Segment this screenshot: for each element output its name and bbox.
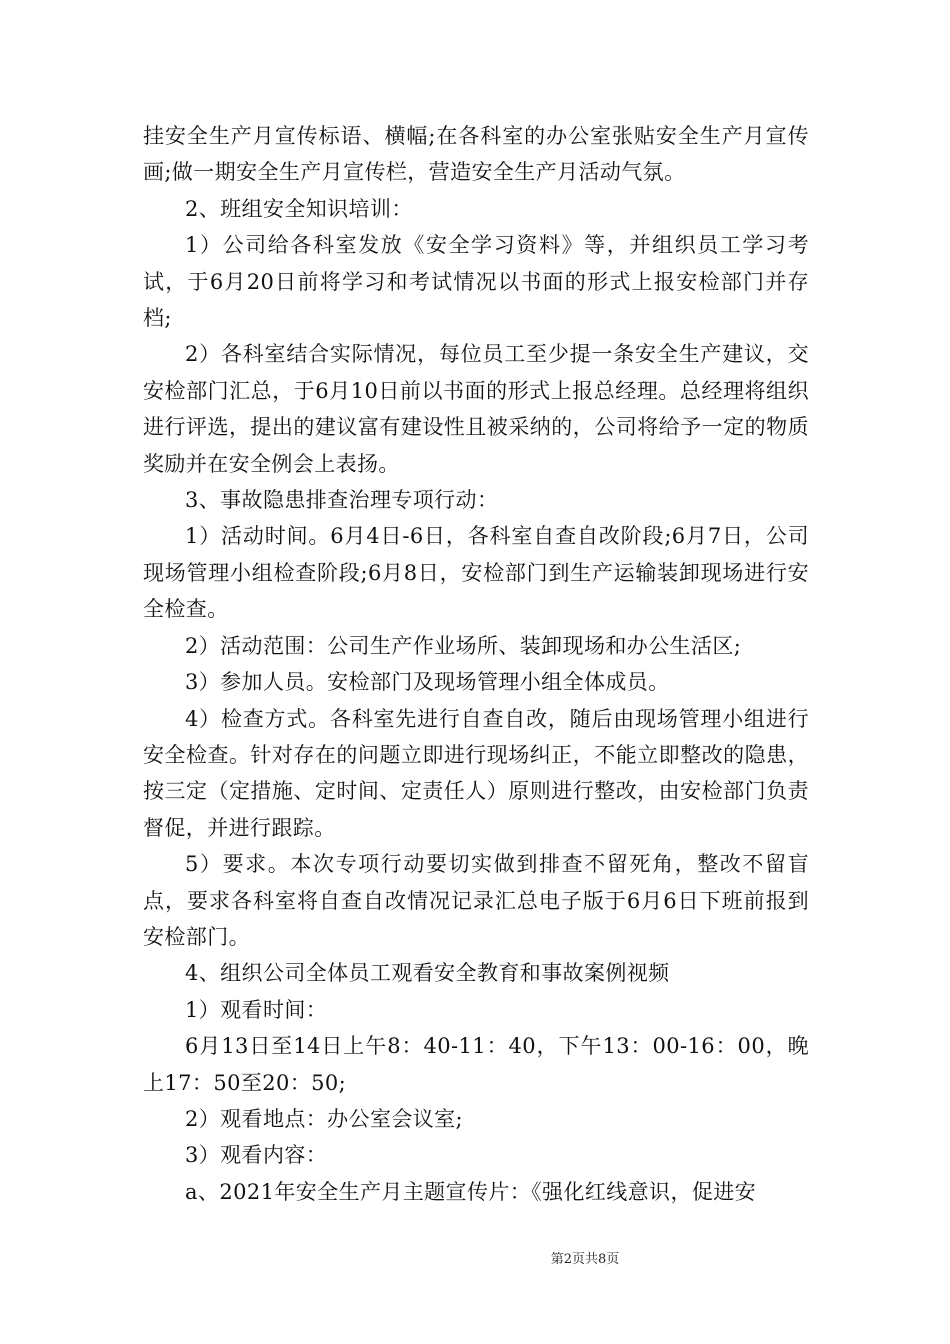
page-footer — [0, 1248, 950, 1267]
paragraph-training-item-1: 1）公司给各科室发放《安全学习资料》等，并组织员工学习考试，于6月20日前将学习和考试情况以书面的形式上报安检部门并存档; — [143, 233, 809, 331]
paragraph-viewing-location: 2）观看地点：办公室会议室; — [185, 1106, 464, 1131]
paragraph-viewing-content-a: a、2021年安全生产月主题宣传片：《强化红线意识，促进安 — [185, 1179, 757, 1204]
paragraph-activity-time: 1）活动时间。6月4日-6日，各科室自查自改阶段;6月7日，公司现场管理小组检查阶段;6月8日，安检部门到生产运输装卸现场进行安全检查。 — [143, 524, 809, 622]
heading-hazard-action: 3、事故隐患排查治理专项行动： — [185, 488, 499, 513]
paragraph-training-item-2: 2）各科室结合实际情况，每位员工至少提一条安全生产建议，交安检部门汇总，于6月10日前以书面的形式上报总经理。总经理将组织进行评选，提出的建议富有建设性且被采纳的，公司将给予一定的物质奖励并在安全例会上表扬。 — [143, 342, 809, 476]
paragraph-participants: 3）参加人员。安检部门及现场管理小组全体成员。 — [185, 670, 670, 695]
paragraph-inspection-method: 4）检查方式。各科室先进行自查自改，随后由现场管理小组进行安全检查。针对存在的问题立即进行现场纠正，不能立即整改的隐患，按三定（定措施、定时间、定责任人）原则进行整改，由安检部门负责督促，并进行跟踪。 — [143, 706, 809, 840]
paragraph-activity-scope: 2）活动范围：公司生产作业场所、装卸现场和办公生活区; — [185, 633, 742, 658]
paragraph-viewing-content-label: 3）观看内容： — [185, 1143, 328, 1168]
paragraph-promotion: 挂安全生产月宣传标语、横幅;在各科室的办公室张贴安全生产月宣传画;做一期安全生产月宣传栏，营造安全生产月活动气氛。 — [143, 124, 809, 185]
paragraph-requirements: 5）要求。本次专项行动要切实做到排查不留死角，整改不留盲点，要求各科室将自查自改情况记录汇总电子版于6月6日下班前报到安检部门。 — [143, 852, 809, 949]
paragraph-viewing-time: 6月13日至14日上午8：40-11：40，下午13：00-16：00，晚上17：50至20：50; — [143, 1034, 809, 1095]
document-body — [143, 118, 809, 1210]
heading-team-training: 2、班组安全知识培训： — [185, 196, 413, 221]
paragraph-viewing-time-label: 1）观看时间： — [185, 997, 328, 1022]
page-number: 第2页共8页 — [550, 1252, 620, 1267]
heading-video-viewing: 4、组织公司全体员工观看安全教育和事故案例视频 — [185, 961, 670, 986]
